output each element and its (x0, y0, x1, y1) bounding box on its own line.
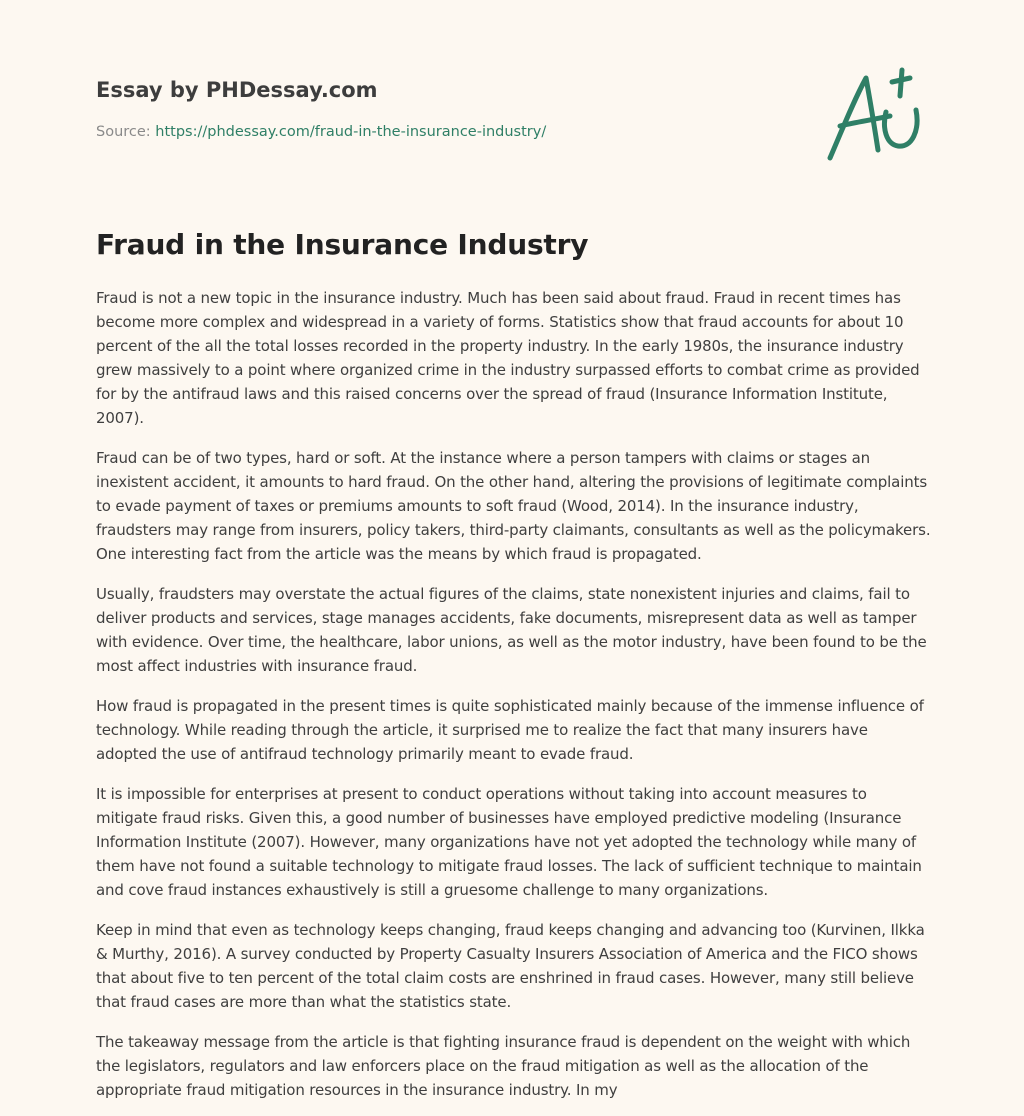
essay-paragraph: It is impossible for enterprises at present to conduct operations without taking into account measures to mitigate fraud risks. Given this, a good number of businesses have employed predictive modeling (Insurance Information Institute (2007). However, many organizations have not yet adopted the technology while many of them have not found a suitable technology to mitigate fraud losses. The lack of sufficient technique to maintain and cove fraud instances exhaustively is still a gruesome challenge to many organizations. (96, 785, 922, 899)
a-plus-grade-icon (820, 66, 932, 170)
essay-paragraph: How fraud is propagated in the present times is quite sophisticated mainly because of the immense influence of technology. While reading through the article, it surprised me to realize the fact that many insurers have adopted the use of antifraud technology primarily meant to evade fraud. (96, 697, 924, 763)
essay-paragraph: Fraud is not a new topic in the insurance industry. Much has been said about fraud. Fraud in recent times has become more complex and widespread in a variety of forms. Statistics show that fraud accounts for about 10 percent of the all the total losses recorded in the property industry. In the early 1980s, the insurance industry grew massively to a point where organized crime in the industry surpassed efforts to combat crime as provided for by the antifraud laws and this raised concerns over the spread of fraud (Insurance Information Institute, 2007). (96, 289, 920, 427)
source-label: Source: (96, 124, 156, 140)
site-title: Essay by PHDessay.com (96, 78, 378, 102)
page-header (96, 76, 736, 142)
source-line (96, 122, 736, 142)
essay-paragraph: Usually, fraudsters may overstate the actual figures of the claims, state nonexistent injuries and claims, fail to deliver products and services, stage manages accidents, fake documents, misrepresent data as well as tamper with evidence. Over time, the healthcare, labor unions, as well as the motor industry, have been found to be the most affect industries with insurance fraud. (96, 585, 927, 675)
essay-paragraph: Keep in mind that even as technology keeps changing, fraud keeps changing and advancing too (Kurvinen, Ilkka & Murthy, 2016). A survey conducted by Property Casualty Insurers Association of America and the FICO shows that about five to ten percent of the total claim costs are enshrined in fraud cases. However, many still believe that fraud cases are more than what the statistics state. (96, 921, 925, 1011)
essay-title: Fraud in the Insurance Industry (96, 228, 589, 261)
essay-paragraph: Fraud can be of two types, hard or soft. At the instance where a person tampers with claims or stages an inexistent accident, it amounts to hard fraud. On the other hand, altering the provisions of legitimate complaints to evade payment of taxes or premiums amounts to soft fraud (Wood, 2014). In the insurance industry, fraudsters may range from insurers, policy takers, third-party claimants, consultants as well as the policymakers. One interesting fact from the article was the means by which fraud is propagated. (96, 449, 931, 563)
source-link[interactable]: https://phdessay.com/fraud-in-the-insurance-industry/ (155, 124, 547, 140)
essay-paragraph: The takeaway message from the article is that fighting insurance fraud is dependent on the weight with which the legislators, regulators and law enforcers place on the fraud mitigation as well as the allocation of the appropriate fraud mitigation resources in the insurance industry. In my (96, 1033, 911, 1099)
essay-content (96, 226, 932, 1116)
